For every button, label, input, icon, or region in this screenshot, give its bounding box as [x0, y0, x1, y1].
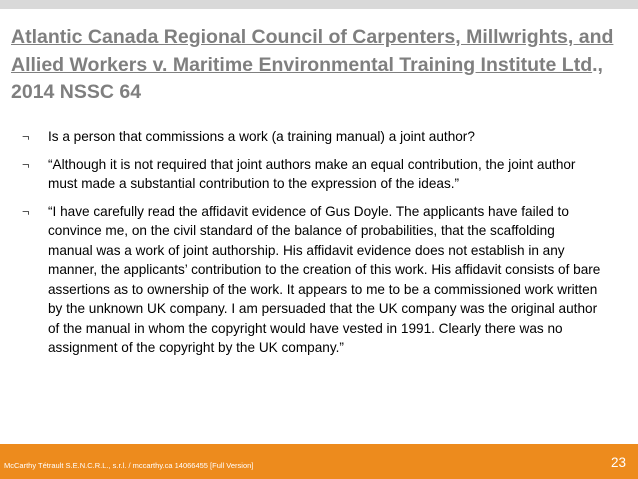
case-citation: ., 2014 NSSC 64 [11, 53, 603, 103]
bullet-item [22, 202, 602, 358]
footer-text: McCarthy Tétrault S.E.N.C.R.L., s.r.l. / mccarthy.ca 14066455 [Full Version] [4, 461, 254, 470]
page-number: 23 [610, 455, 626, 470]
case-name-link[interactable]: Atlantic Canada Regional Council of Carpenters, Millwrights, and Allied Workers v. Maritime Environmental Training Institute Ltd [11, 26, 614, 76]
footer-bar [0, 444, 638, 479]
bullet-marker-icon: ¬ [22, 203, 30, 219]
bullet-list [22, 127, 602, 366]
top-bar [0, 0, 638, 9]
bullet-text: “Although it is not required that joint authors make an equal contribution, the joint author must made a substantial contribution to the expression of the ideas.” [48, 156, 576, 191]
bullet-marker-icon: ¬ [22, 129, 30, 144]
bullet-text: Is a person that commissions a work (a training manual) a joint author? [48, 129, 475, 144]
bullet-item [22, 127, 602, 147]
bullet-item [22, 155, 602, 194]
slide-title [11, 24, 631, 107]
bullet-marker-icon: ¬ [22, 156, 30, 172]
bullet-text: “I have carefully read the affidavit evidence of Gus Doyle. The applicants have failed to convince me, on the civil standard of the balance of probabilities, that the scaffolding manual was a work of joint authorship. His affidavit evidence does not establish in any manner, the applicants’ contribution to the creation of this work. His affidavit consists of bare assertions as to ownership of the work. It appears to me to be a commissioned work written by the unknown UK company. I am persuaded that the UK company was the original author of the manual in whom the copyright would have vested in 1991. Clearly there was no assignment of the copyright by the UK company.” [48, 203, 601, 355]
